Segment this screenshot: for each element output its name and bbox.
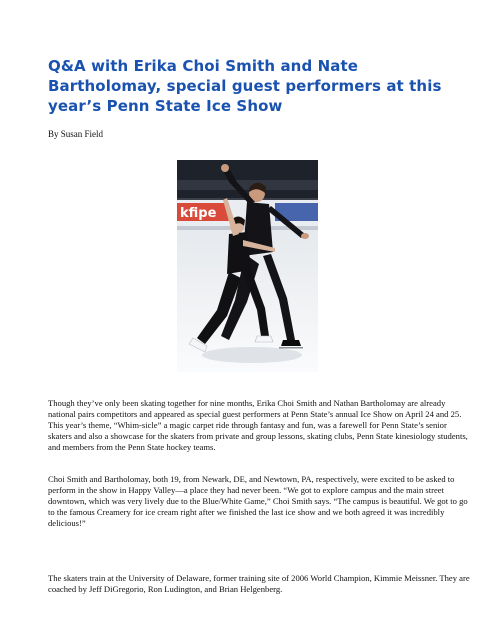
body-paragraph-3: The skaters train at the University of Delaware, former training site of 2006 World Champion, Kimmie Meissner. They are coached by Jeff DiGregorio, Ron Ludington, and Brian Helgenberg. <box>48 573 470 594</box>
article-title: Q&A with Erika Choi Smith and Nate Bartholomay, special guest performers at this year’s Penn State Ice Show <box>48 57 442 115</box>
body-paragraph-1: Though they’ve only been skating together for nine months, Erika Choi Smith and Nathan Bartholomay are already national pairs competitors and appeared as special guest performers at Penn State’s annual Ice Show on April 24 and 25. This year’s theme, “Whim-sicle” a magic carpet ride through fantasy and fun, was a farewell for Penn State’s senior skaters and also a showcase for the skaters from private and group lessons, skating clubs, Penn State kinesiology students, and members from the Penn State hockey teams. <box>48 398 468 452</box>
skaters-photo <box>177 160 318 372</box>
article-byline: By Susan Field <box>48 129 104 139</box>
photo-banner-text: kfipe <box>180 206 217 221</box>
body-paragraph-2: Choi Smith and Bartholomay, both 19, from Newark, DE, and Newtown, PA, respectively, were excited to be asked to perform in the show in Happy Valley—a place they had never been. “We got to explore campus and the main street downtown, which was very lively due to the Blue/White Game,” Choi Smith says. “The campus is beautiful. We got to go to the famous Creamery for ice cream right after we finished the last ice show and we both agreed it was incredibly delicious!” <box>48 474 468 528</box>
